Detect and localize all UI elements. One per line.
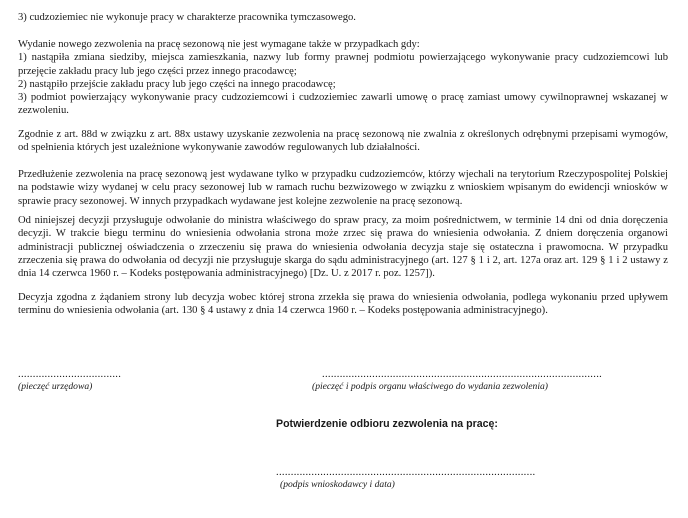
point-3-temporary-worker: 3) cudzoziemiec nie wykonuje pracy w charakterze pracownika tymczasowego. xyxy=(18,12,356,23)
exemption-item-2: 2) nastąpiło przejście zakładu pracy lub jego części na innego pracodawcę; xyxy=(18,78,336,90)
appeal-paragraph: Od niniejszej decyzji przysługuje odwołanie do ministra właściwego do spraw pracy, za moim pośrednictwem, w terminie 14 dni od dnia doręczenia decyzji. W trakcie biegu terminu do wniesienia odwołania strona może zrzec się prawa do wniesienia odwołania. Z dniem doręczenia organowi administracji publicznej oświadczenia o zrzeczeniu się prawa do wniesienia odwołania decyzja staje się ostateczna i prawomocna. W przypadku zrzeczenia się prawa do odwołania od decyzji nie przysługuje skarga do sądu administracyjnego (art. 127 § 1 i 2, art. 127a oraz art. 129 § 1 i 2 ustawy z dnia 14 czerwca 1960 r. – Kodeks postępowania administracyjnego) [Dz. U. z 2017 r. poz. 1257]). xyxy=(18,215,668,280)
exemption-item-3: 3) podmiot powierzający wykonywanie pracy cudzoziemcowi i cudzoziemiec zawarli umowę o pracę zamiast umowy cywilnoprawnej wskazanej w zezwoleniu. xyxy=(18,92,668,117)
exemptions-paragraph xyxy=(18,38,668,118)
extension-paragraph: Przedłużenie zezwolenia na pracę sezonową jest wydawane tylko w przypadku cudzoziemców, którzy wjechali na terytorium Rzeczypospolitej Polskiej na podstawie wizy wydanej w celu pracy sezonowej lub w ramach ruchu bezwizowego w związku z wnioskiem wpisanym do ewidencji wniosków w sprawie pracy sezonowej. W innych przypadkach wydawane jest kolejne zezwolenie na pracę sezonową. xyxy=(18,169,668,207)
official-stamp-caption: (pieczęć urzędowa) xyxy=(18,381,93,392)
receipt-confirmation-title: Potwierdzenie odbioru zezwolenia na pracę: xyxy=(276,418,498,430)
art-88d-paragraph: Zgodnie z art. 88d w związku z art. 88x ustawy uzyskanie zezwolenia na pracę sezonową nie zwalnia z określonych odrębnymi przepisami wymogów, od spełnienia których jest uzależnione wykonywanie zawodów regulowanych lub działalności. xyxy=(18,129,668,154)
applicant-signature-line: ........................................................................................ xyxy=(276,467,536,478)
applicant-signature-caption: (podpis wnioskodawcy i data) xyxy=(280,479,395,490)
official-stamp-line: ................................... xyxy=(18,369,122,380)
execution-paragraph: Decyzja zgodna z żądaniem strony lub decyzja wobec której strona zrzekła się prawa do wniesienia odwołania, podlega wykonaniu przed upływem terminu do wniesienia odwołania (art. 130 § 4 ustawy z dnia 14 czerwca 1960 r. – Kodeks postępowania administracyjnego). xyxy=(18,292,668,317)
document-page xyxy=(18,0,668,518)
authority-signature-caption: (pieczęć i podpis organu właściwego do wydania zezwolenia) xyxy=(312,381,548,392)
authority-signature-line: ............................................................................................... xyxy=(322,369,603,380)
exemptions-intro: Wydanie nowego zezwolenia na pracę sezonową nie jest wymagane także w przypadkach gdy: xyxy=(18,39,420,50)
exemption-item-1: 1) nastąpiła zmiana siedziby, miejsca zamieszkania, nazwy lub formy prawnej podmiotu powierzającego wykonywanie pracy cudzoziemcowi lub przejęcie zakładu pracy lub jego części przez innego pracodawcę; xyxy=(18,52,668,77)
